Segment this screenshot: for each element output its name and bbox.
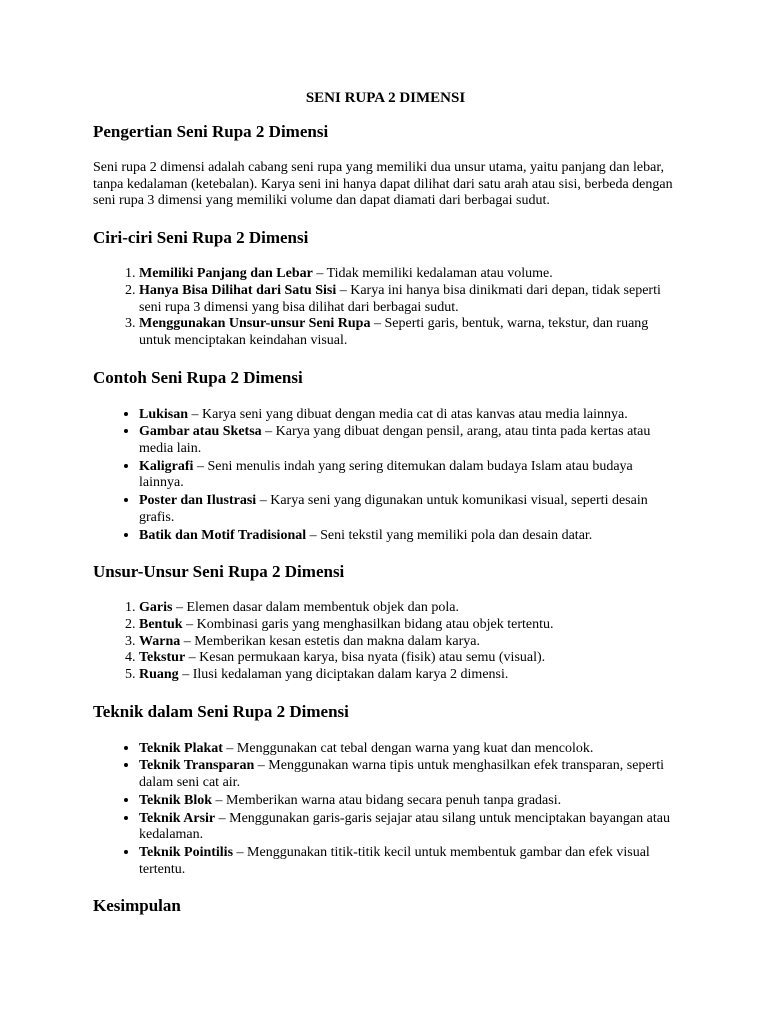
list-item-desc: – Menggunakan cat tebal dengan warna yang kuat dan mencolok. xyxy=(222,740,594,756)
list-item xyxy=(139,617,678,634)
list-item-term: Teknik Pointilis xyxy=(139,844,234,860)
list-item-term: Memiliki Panjang dan Lebar xyxy=(139,266,313,282)
heading-kesimpulan: Kesimpulan xyxy=(93,896,181,916)
list-contoh xyxy=(93,406,678,545)
list-item-desc: – Karya ini hanya bisa dinikmati dari depan, tidak seperti seni rupa 3 dimensi yang bisa dilihat dari berbagai sudut. xyxy=(139,282,661,315)
list-item-term: Teknik Blok xyxy=(139,792,213,808)
list-item-desc: – Seperti garis, bentuk, warna, tekstur, dan ruang untuk menciptakan keindahan visual. xyxy=(139,316,649,348)
list-item-desc: – Elemen dasar dalam membentuk objek dan pola. xyxy=(172,600,459,616)
list-item xyxy=(139,650,678,667)
list-item-desc: – Memberikan warna atau bidang secara penuh tanpa gradasi. xyxy=(212,792,562,808)
heading-ciri: Ciri-ciri Seni Rupa 2 Dimensi xyxy=(93,228,309,248)
list-item-term: Garis xyxy=(139,600,173,616)
list-item xyxy=(139,634,678,651)
document-page xyxy=(93,89,678,917)
list-item xyxy=(139,757,678,791)
list-item-term: Gambar atau Sketsa xyxy=(139,424,262,440)
list-item-term: Kaligrafi xyxy=(139,458,194,474)
list-item-desc: – Menggunakan warna tipis untuk menghasilkan efek transparan, seperti dalam seni cat air. xyxy=(139,758,665,791)
list-item-term: Poster dan Ilustrasi xyxy=(139,493,257,509)
list-item xyxy=(139,458,678,492)
list-item xyxy=(139,792,678,810)
list-item-desc: – Seni menulis indah yang sering ditemukan dalam budaya Islam atau budaya lainnya. xyxy=(139,458,633,491)
heading-teknik: Teknik dalam Seni Rupa 2 Dimensi xyxy=(93,701,349,721)
list-item-desc: – Ilusi kedalaman yang diciptakan dalam karya 2 dimensi. xyxy=(178,667,509,683)
list-item xyxy=(139,527,678,545)
list-item xyxy=(139,266,678,283)
list-item xyxy=(139,600,678,617)
list-item xyxy=(139,667,678,684)
list-item xyxy=(139,283,678,316)
list-item xyxy=(139,316,678,349)
list-item-term: Ruang xyxy=(139,667,179,683)
heading-pengertian: Pengertian Seni Rupa 2 Dimensi xyxy=(93,122,329,141)
list-item-desc: – Karya yang dibuat dengan pensil, arang, atau tinta pada kertas atau media lain. xyxy=(139,424,651,457)
list-item-desc: – Karya seni yang digunakan untuk komunikasi visual, seperti desain grafis. xyxy=(139,493,648,525)
list-item-desc: – Memberikan kesan estetis dan makna dalam karya. xyxy=(180,633,480,649)
list-item-term: Lukisan xyxy=(139,406,189,422)
list-item-term: Batik dan Motif Tradisional xyxy=(139,527,307,543)
list-item-term: Teknik Arsir xyxy=(139,810,216,826)
list-item xyxy=(139,406,678,424)
list-item xyxy=(139,810,678,844)
list-item xyxy=(139,492,678,526)
list-item-desc: – Menggunakan garis-garis sejajar atau silang untuk menciptakan bayangan atau kedalaman. xyxy=(139,810,670,843)
heading-unsur: Unsur-Unsur Seni Rupa 2 Dimensi xyxy=(93,562,345,582)
list-item-term: Tekstur xyxy=(139,650,186,666)
list-item-term: Hanya Bisa Dilihat dari Satu Sisi xyxy=(139,282,337,298)
document-title: SENI RUPA 2 DIMENSI xyxy=(305,90,466,106)
list-item xyxy=(139,844,678,878)
list-item-desc: – Menggunakan titik-titik kecil untuk membentuk gambar dan efek visual tertentu. xyxy=(139,844,650,877)
list-teknik xyxy=(93,740,678,879)
list-item-term: Menggunakan Unsur-unsur Seni Rupa xyxy=(139,316,371,332)
list-item-desc: – Seni tekstil yang memiliki pola dan desain datar. xyxy=(306,527,593,543)
paragraph-pengertian: Seni rupa 2 dimensi adalah cabang seni rupa yang memiliki dua unsur utama, yaitu panjang dan lebar, tanpa kedalaman (ketebalan). Karya seni ini hanya dapat dilihat dari satu arah atau sisi, berbeda dengan seni rupa 3 dimensi yang memiliki volume dan dapat diamati dari berbagai sudut. xyxy=(93,160,673,209)
list-item-desc: – Kesan permukaan karya, bisa nyata (fisik) atau semu (visual). xyxy=(185,650,546,666)
list-item-term: Teknik Transparan xyxy=(139,758,255,774)
list-item-term: Warna xyxy=(139,633,181,649)
list-item-desc: – Karya seni yang dibuat dengan media cat di atas kanvas atau media lainnya. xyxy=(188,406,628,422)
list-item-term: Teknik Plakat xyxy=(139,740,223,756)
list-unsur xyxy=(93,600,678,684)
list-item-desc: – Kombinasi garis yang menghasilkan bidang atau objek tertentu. xyxy=(182,616,554,632)
list-ciri xyxy=(93,266,678,350)
list-item-term: Bentuk xyxy=(139,616,183,632)
list-item-desc: – Tidak memiliki kedalaman atau volume. xyxy=(312,266,553,282)
heading-contoh: Contoh Seni Rupa 2 Dimensi xyxy=(93,367,303,387)
list-item xyxy=(139,423,678,457)
list-item xyxy=(139,740,678,758)
